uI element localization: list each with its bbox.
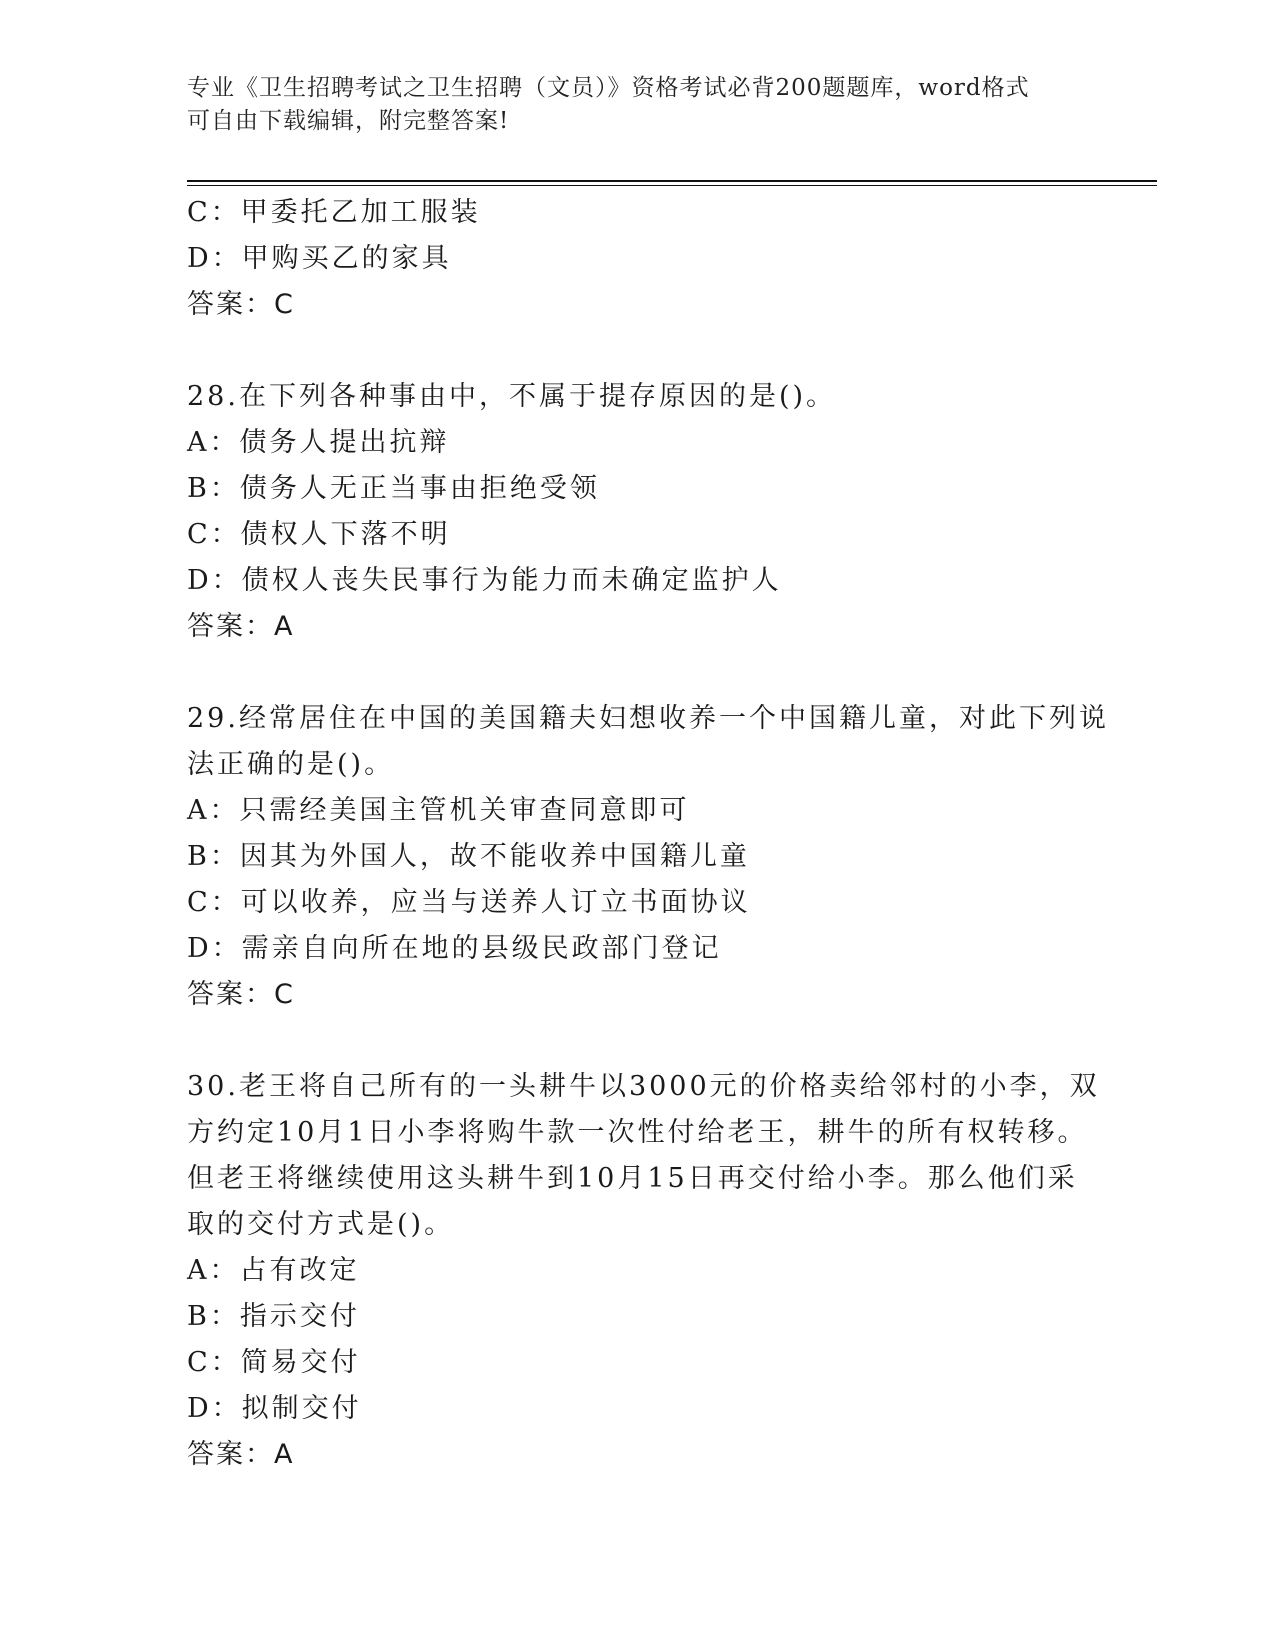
question-stem-line-2: 方约定10月1日小李将购牛款一次性付给老王，耕牛的所有权转移。 <box>187 1117 1088 1148</box>
question-spacer <box>187 1018 1087 1064</box>
question-stem-line-1: 30.老王将自己所有的一头耕牛以3000元的价格卖给邻村的小李，双 <box>187 1071 1100 1102</box>
option-d: D：需亲自向所在地的县级民政部门登记 <box>187 933 722 964</box>
document-header <box>187 72 1067 138</box>
question-27-continued <box>187 190 1087 328</box>
option-c: C：债权人下落不明 <box>187 519 451 550</box>
option-c: C：可以收养，应当与送养人订立书面协议 <box>187 887 751 918</box>
question-list <box>187 190 1109 1478</box>
header-line-2: 可自由下载编辑，附完整答案! <box>187 108 510 134</box>
question-stem-line-1: 29.经常居住在中国的美国籍夫妇想收养一个中国籍儿童，对此下列说 <box>187 703 1109 734</box>
option-a: A：债务人提出抗辩 <box>187 427 450 458</box>
question-spacer <box>187 328 1087 374</box>
question-30 <box>187 1064 1100 1478</box>
answer-line: 答案：A <box>187 1439 295 1470</box>
question-spacer <box>187 650 1087 696</box>
question-stem: 28.在下列各种事由中，不属于提存原因的是()。 <box>187 381 837 412</box>
option-a: A：只需经美国主管机关审查同意即可 <box>187 795 690 826</box>
option-a: A：占有改定 <box>187 1255 360 1286</box>
question-29 <box>187 696 1109 1018</box>
option-d: D：甲购买乙的家具 <box>187 243 452 274</box>
answer-line: 答案：C <box>187 289 295 320</box>
option-b: B：指示交付 <box>187 1301 360 1332</box>
header-line-1: 专业《卫生招聘考试之卫生招聘（文员）》资格考试必背200题题库，word格式 <box>187 75 1030 101</box>
answer-line: 答案：C <box>187 979 295 1010</box>
question-stem-line-2: 法正确的是()。 <box>187 749 395 780</box>
option-d: D：拟制交付 <box>187 1393 362 1424</box>
answer-line: 答案：A <box>187 611 295 642</box>
question-28 <box>187 374 1087 650</box>
header-divider-thick <box>187 180 1157 182</box>
option-c: C：简易交付 <box>187 1347 361 1378</box>
question-stem-line-3: 但老王将继续使用这头耕牛到10月15日再交付给小李。那么他们采 <box>187 1163 1078 1194</box>
question-stem-line-4: 取的交付方式是()。 <box>187 1209 455 1240</box>
header-divider-thin <box>187 185 1157 186</box>
option-b: B：债务人无正当事由拒绝受领 <box>187 473 600 504</box>
option-c: C：甲委托乙加工服装 <box>187 197 481 228</box>
option-d: D：债权人丧失民事行为能力而未确定监护人 <box>187 565 782 596</box>
option-b: B：因其为外国人，故不能收养中国籍儿童 <box>187 841 750 872</box>
